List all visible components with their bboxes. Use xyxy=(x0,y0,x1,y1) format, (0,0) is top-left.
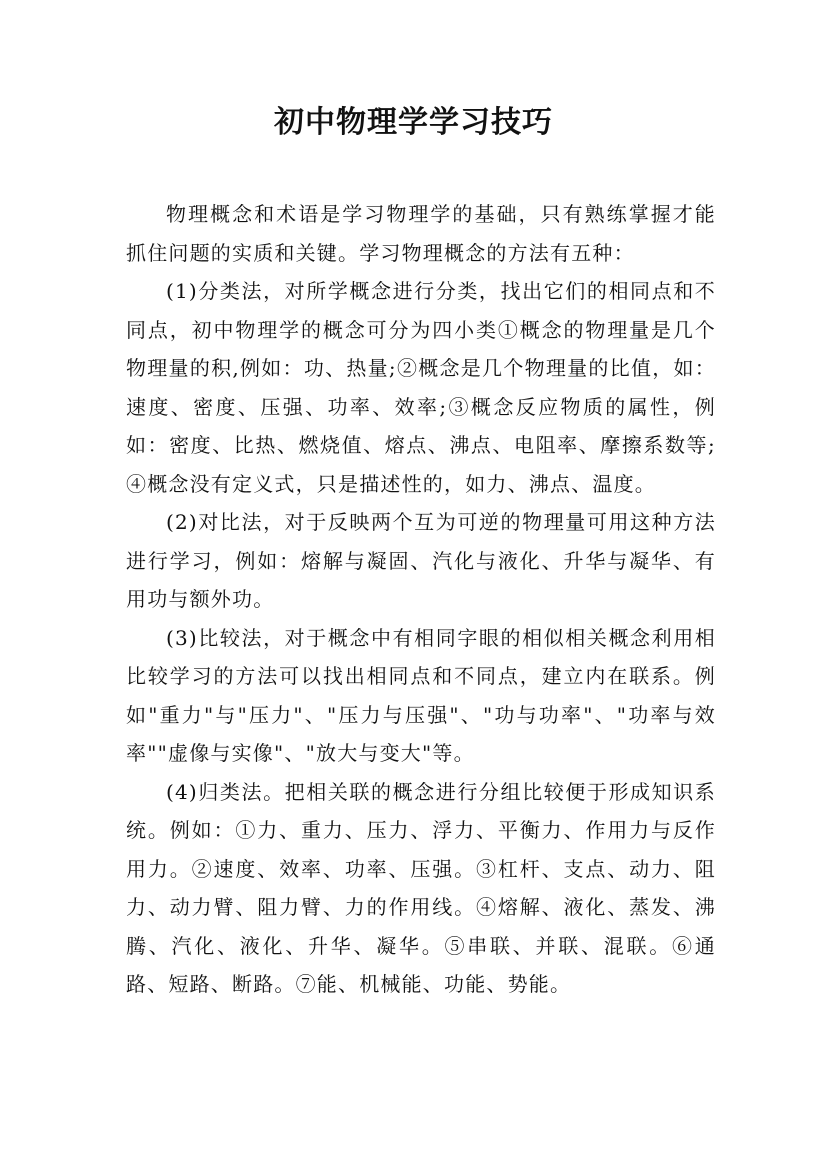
paragraph-grouping-method: (4)归类法。把相关联的概念进行分组比较便于形成知识系统。例如：①力、重力、压力、浮力、平衡力、作用力与反作用力。②速度、效率、功率、压强。③杠杆、支点、动力、阻力、动力臂、阻力臂、力的作用线。④熔解、液化、蒸发、沸腾、汽化、液化、升华、凝华。⑤串联、并联、混联。⑥通路、短路、断路。⑦能、机械能、功能、势能。 xyxy=(126,779,716,996)
paragraph-comparison-method: (3)比较法，对于概念中有相同字眼的相似相关概念利用相比较学习的方法可以找出相同点和不同点，建立内在联系。例如"重力"与"压力"、"压力与压强"、"功与功率"、"功率与效率""虚像与实像"、"放大与变大"等。 xyxy=(126,625,716,765)
paragraph-contrast-method: (2)对比法，对于反映两个互为可逆的物理量可用这种方法进行学习，例如：熔解与凝固、汽化与液化、升华与凝华、有用功与额外功。 xyxy=(126,510,716,611)
document-title: 初中物理学学习技巧 xyxy=(274,105,553,140)
document-body xyxy=(126,195,716,1004)
paragraph-classification-method: (1)分类法，对所学概念进行分类，找出它们的相同点和不同点，初中物理学的概念可分为四小类①概念的物理量是几个物理量的积,例如：功、热量;②概念是几个物理量的比值，如：速度、密度、压强、功率、效率;③概念反应物质的属性，例如：密度、比热、燃烧值、熔点、沸点、电阻率、摩擦系数等;④概念没有定义式，只是描述性的，如力、沸点、温度。 xyxy=(126,279,716,496)
paragraph-intro: 物理概念和术语是学习物理学的基础，只有熟练掌握才能抓住问题的实质和关键。学习物理概念的方法有五种： xyxy=(126,202,716,265)
